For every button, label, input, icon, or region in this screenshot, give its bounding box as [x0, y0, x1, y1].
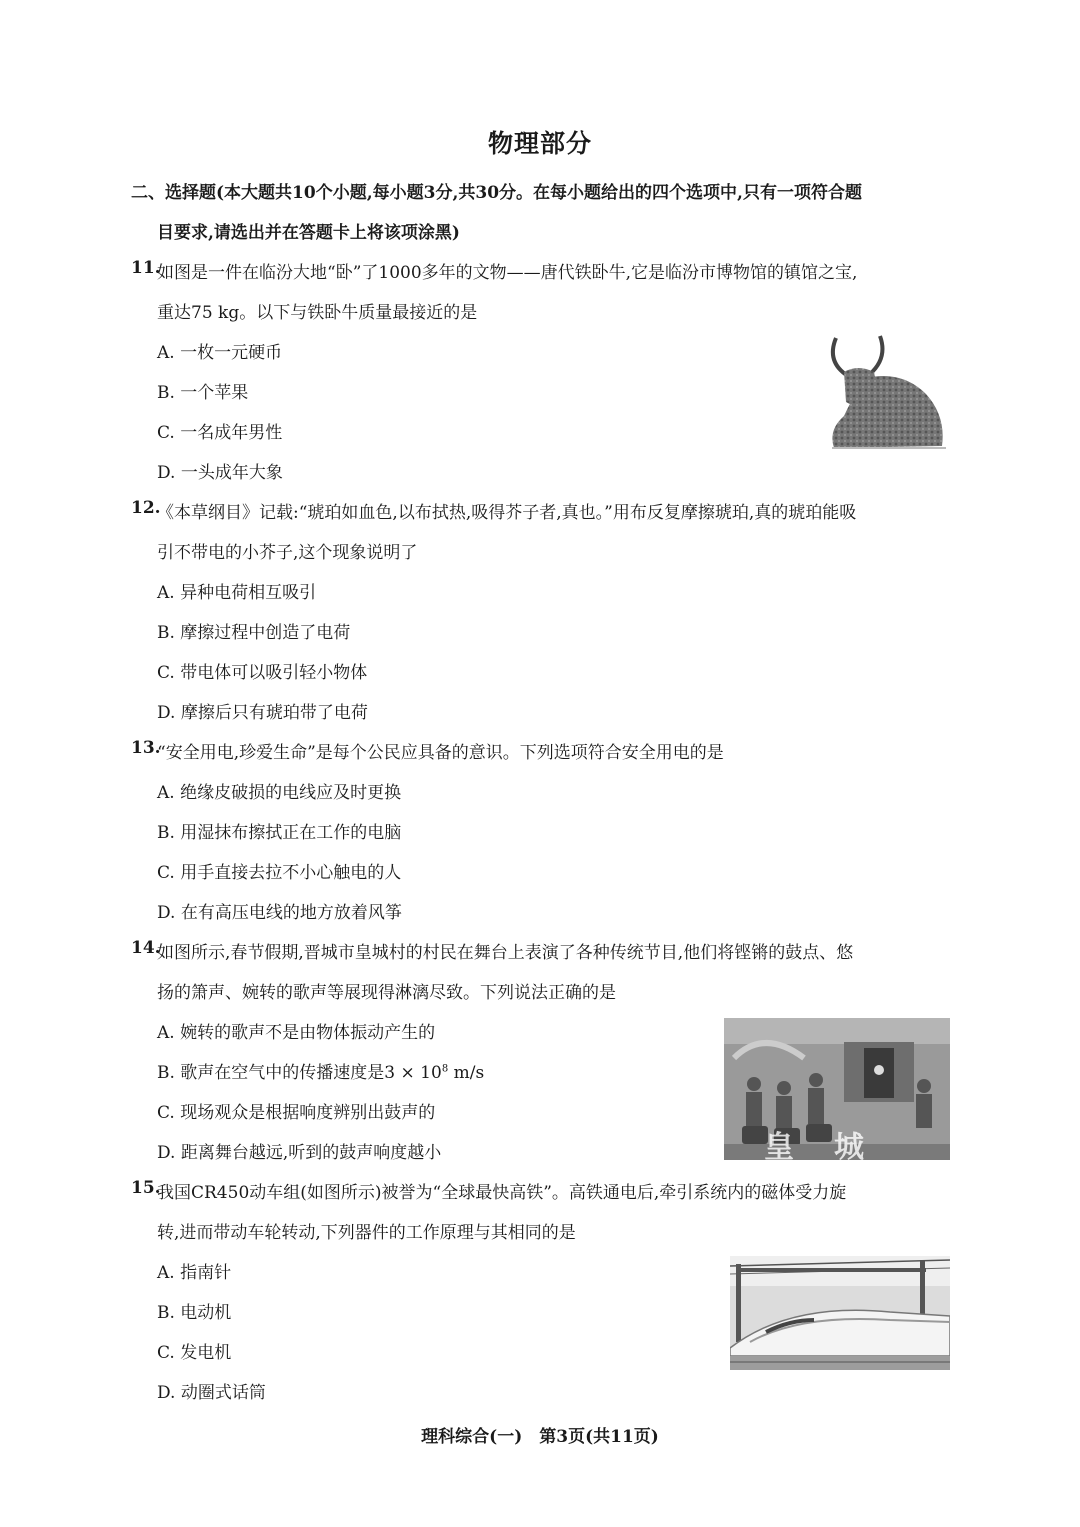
question-12-option-d: D. 摩擦后只有琥珀带了电荷: [157, 703, 368, 723]
question-14-option-b-unit: m/s: [448, 1063, 485, 1083]
question-12-option-c: C. 带电体可以吸引轻小物体: [157, 663, 368, 683]
question-15-text-line-1: 我国CR450动车组(如图所示)被誉为“全球最快高铁”。高铁通电后,牵引系统内的磁体受力旋: [157, 1183, 847, 1203]
question-12-option-a: A. 异种电荷相互吸引: [157, 583, 317, 603]
question-15-option-a: A. 指南针: [157, 1263, 232, 1283]
question-14-option-b: [157, 1058, 484, 1083]
question-12-option-b: B. 摩擦过程中创造了电荷: [157, 623, 351, 643]
high-speed-train-photo: [730, 1256, 950, 1370]
question-14-option-a: A. 婉转的歌声不是由物体振动产生的: [157, 1023, 436, 1043]
question-12-text-line-2: 引不带电的小芥子,这个现象说明了: [157, 543, 418, 563]
question-11-number: 11.: [131, 258, 161, 278]
question-13-option-d: D. 在有高压电线的地方放着风筝: [157, 903, 402, 923]
photo-watermark-text: 皇城: [764, 1130, 904, 1160]
question-11-text-line-1: 如图是一件在临汾大地“卧”了1000多年的文物——唐代铁卧牛,它是临汾市博物馆的镇馆之宝,: [157, 263, 858, 283]
question-15-option-c: C. 发电机: [157, 1343, 232, 1363]
question-12-text-line-1: 《本草纲目》记载:“琥珀如血色,以布拭热,吸得芥子者,真也。”用布反复摩擦琥珀,真的琥珀能吸: [157, 503, 857, 523]
question-14-option-b-text: B. 歌声在空气中的传播速度是3 × 10: [157, 1063, 442, 1083]
question-14-option-d: D. 距离舞台越远,听到的鼓声响度越小: [157, 1143, 442, 1163]
question-13-option-b: B. 用湿抹布擦拭正在工作的电脑: [157, 823, 402, 843]
question-14-number: 14.: [131, 938, 161, 958]
question-14-option-b-exponent: 8: [441, 1063, 449, 1075]
question-13-option-c: C. 用手直接去拉不小心触电的人: [157, 863, 402, 883]
question-13-option-a: A. 绝缘皮破损的电线应及时更换: [157, 783, 402, 803]
question-11-text-line-2: 重达75 kg。以下与铁卧牛质量最接近的是: [157, 303, 478, 323]
question-11-option-c: C. 一名成年男性: [157, 423, 283, 443]
question-15-option-b: B. 电动机: [157, 1303, 232, 1323]
question-12-number: 12.: [131, 498, 161, 518]
question-14-text-line-1: 如图所示,春节假期,晋城市皇城村的村民在舞台上表演了各种传统节目,他们将铿锵的鼓点、悠: [157, 943, 854, 963]
page-title: 物理部分: [487, 129, 592, 158]
section-instruction-line-1: 二、选择题(本大题共10个小题,每小题3分,共30分。在每小题给出的四个选项中,只有一项符合题: [131, 183, 862, 203]
question-14-text-line-2: 扬的箫声、婉转的歌声等展现得淋漓尽致。下列说法正确的是: [157, 983, 616, 1003]
question-13-number: 13.: [131, 738, 161, 758]
question-11-option-a: A. 一枚一元硬币: [157, 343, 283, 363]
section-instruction-line-2: 目要求,请选出并在答题卡上将该项涂黑): [157, 223, 460, 243]
question-15-option-d: D. 动圈式话筒: [157, 1383, 266, 1403]
question-11-option-d: D. 一头成年大象: [157, 463, 283, 483]
page-footer: 理科综合(一) 第3页(共11页): [421, 1427, 659, 1447]
stage-performance-photo: [724, 1018, 950, 1160]
question-15-text-line-2: 转,进而带动车轮转动,下列器件的工作原理与其相同的是: [157, 1223, 576, 1243]
iron-ox-figure: [822, 328, 950, 456]
question-13-text-line-1: “安全用电,珍爱生命”是每个公民应具备的意识。下列选项符合安全用电的是: [157, 743, 724, 763]
question-11-option-b: B. 一个苹果: [157, 383, 249, 403]
question-15-number: 15.: [131, 1178, 161, 1198]
question-14-option-c: C. 现场观众是根据响度辨别出鼓声的: [157, 1103, 436, 1123]
